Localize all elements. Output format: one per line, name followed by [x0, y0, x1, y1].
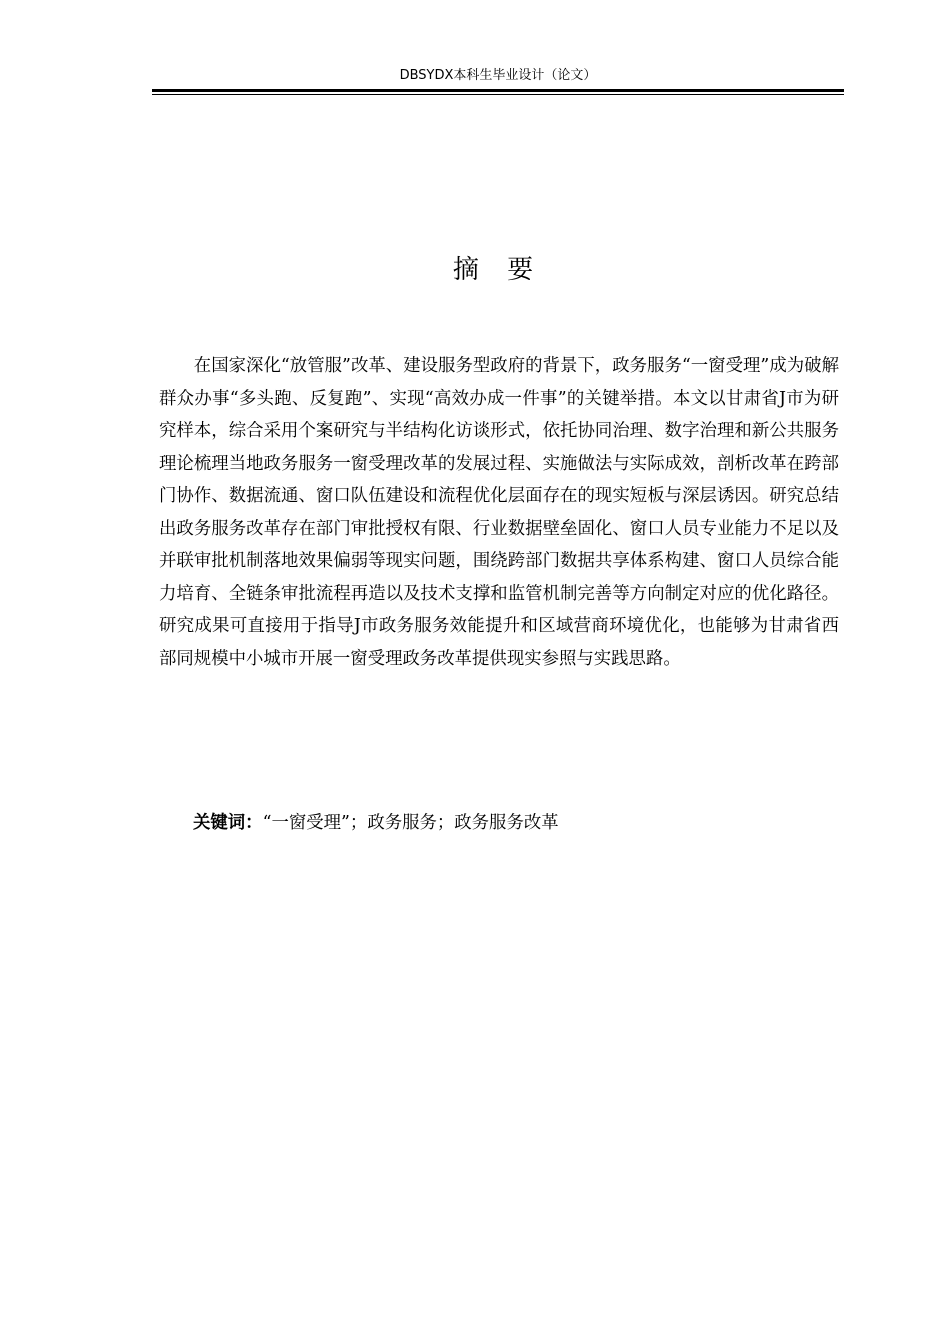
keywords-line: [193, 809, 559, 837]
header-rule-thick: [152, 89, 844, 92]
abstract-paragraph: 在国家深化“放管服”改革、建设服务型政府的背景下，政务服务“一窗受理”成为破解群众办事“多头跑、反复跑”、实现“高效办成一件事”的关键举措。本文以甘肃省J市为研究样本，综合采用个案研究与半结构化访谈形式，依托协同治理、数字治理和新公共服务理论梳理当地政务服务一窗受理改革的发展过程、实施做法与实际成效，剖析改革在跨部门协作、数据流通、窗口队伍建设和流程优化层面存在的现实短板与深层诱因。研究总结出政务服务改革存在部门审批授权有限、行业数据壁垒固化、窗口人员专业能力不足以及并联审批机制落地效果偏弱等现实问题，围绕跨部门数据共享体系构建、窗口人员综合能力培育、全链条审批流程再造以及技术支撑和监管机制完善等方向制定对应的优化路径。研究成果可直接用于指导J市政务服务效能提升和区域营商环境优化，也能够为甘肃省西部同规模中小城市开展一窗受理政务改革提供现实参照与实践思路。: [159, 356, 839, 669]
keywords-value: “一窗受理”；政务服务；政务服务改革: [262, 813, 559, 833]
keywords-label: 关键词：: [193, 813, 263, 833]
page-title: 摘 要: [452, 255, 544, 285]
header-rule-thin: [152, 94, 844, 95]
page-header: DBSYDX本科生毕业设计（论文）: [399, 68, 597, 83]
